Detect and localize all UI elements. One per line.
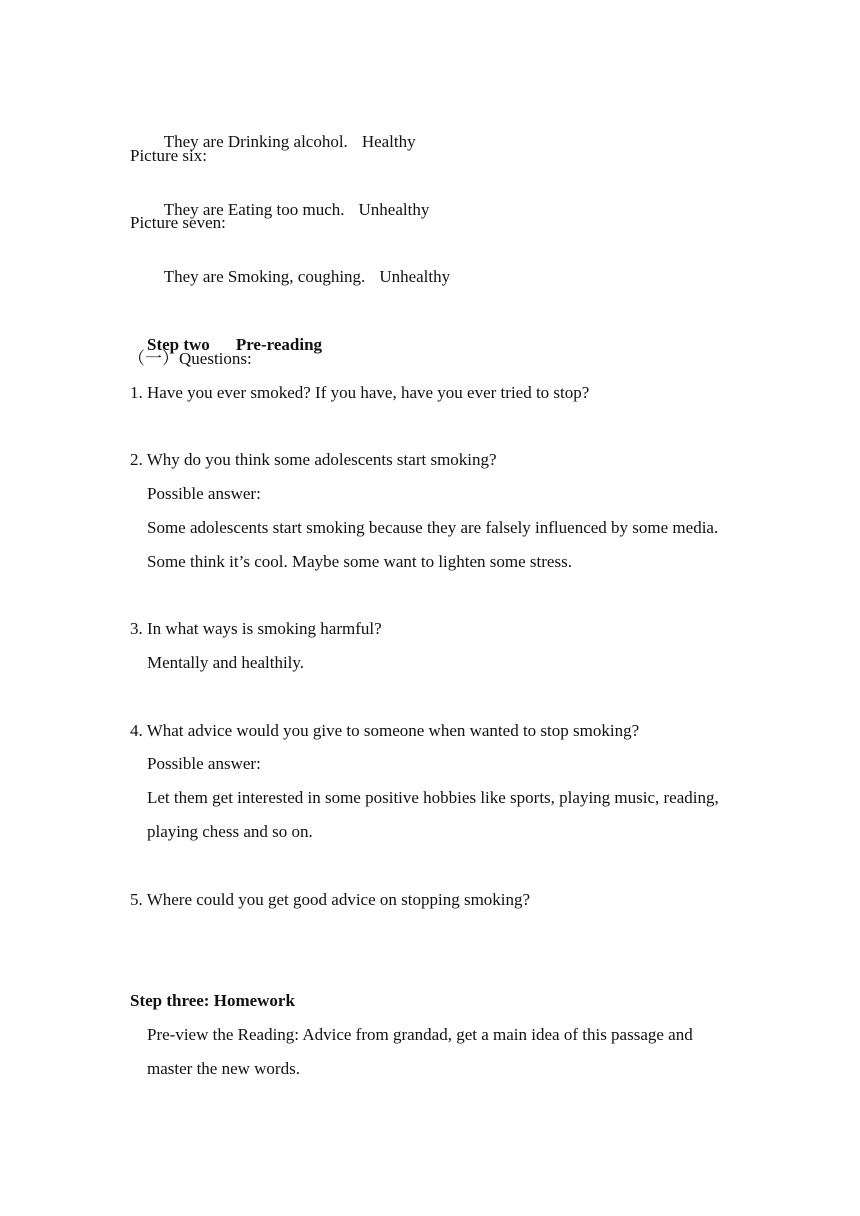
step-two-label: Step two: [147, 335, 210, 354]
picture-six-line: [147, 180, 430, 219]
question-2: 2. Why do you think some adolescents start smoking?: [130, 450, 497, 469]
step-three-heading: Step three: Homework: [130, 991, 295, 1010]
picture-six-activity: They are Eating too much.: [163, 200, 345, 219]
question-2-possible-answer-label: Possible answer:: [147, 484, 261, 503]
step-two-title: Pre-reading: [235, 335, 323, 354]
question-1: 1. Have you ever smoked? If you have, have you ever tried to stop?: [130, 383, 590, 402]
picture-five-activity: They are Drinking alcohol.: [163, 132, 348, 151]
picture-five-line: [147, 112, 416, 151]
picture-six-verdict: Unhealthy: [358, 200, 430, 219]
picture-five-verdict: Healthy: [361, 132, 416, 151]
homework-line-2: master the new words.: [147, 1059, 300, 1078]
question-3-answer: Mentally and healthily.: [147, 653, 305, 672]
questions-heading: （一）Questions:: [128, 349, 252, 368]
question-4-possible-answer-label: Possible answer:: [147, 754, 261, 773]
picture-seven-activity: They are Smoking, coughing.: [163, 267, 366, 286]
picture-six-label: Picture six:: [130, 146, 207, 165]
question-4-answer-line-2: playing chess and so on.: [147, 822, 313, 841]
question-4: 4. What advice would you give to someone when wanted to stop smoking?: [130, 721, 640, 740]
question-4-answer-line-1: Let them get interested in some positive hobbies like sports, playing music, reading,: [147, 788, 719, 807]
picture-seven-label: Picture seven:: [130, 213, 226, 232]
picture-seven-line: [147, 247, 451, 286]
picture-seven-verdict: Unhealthy: [379, 267, 451, 286]
question-2-answer-line-1: Some adolescents start smoking because they are falsely influenced by some media.: [147, 518, 719, 537]
homework-line-1: Pre-view the Reading: Advice from grandad, get a main idea of this passage and: [147, 1025, 693, 1044]
question-3: 3. In what ways is smoking harmful?: [130, 619, 382, 638]
step-two-heading: [130, 315, 323, 354]
question-2-answer-line-2: Some think it’s cool. Maybe some want to lighten some stress.: [147, 552, 572, 571]
question-5: 5. Where could you get good advice on stopping smoking?: [130, 890, 531, 909]
